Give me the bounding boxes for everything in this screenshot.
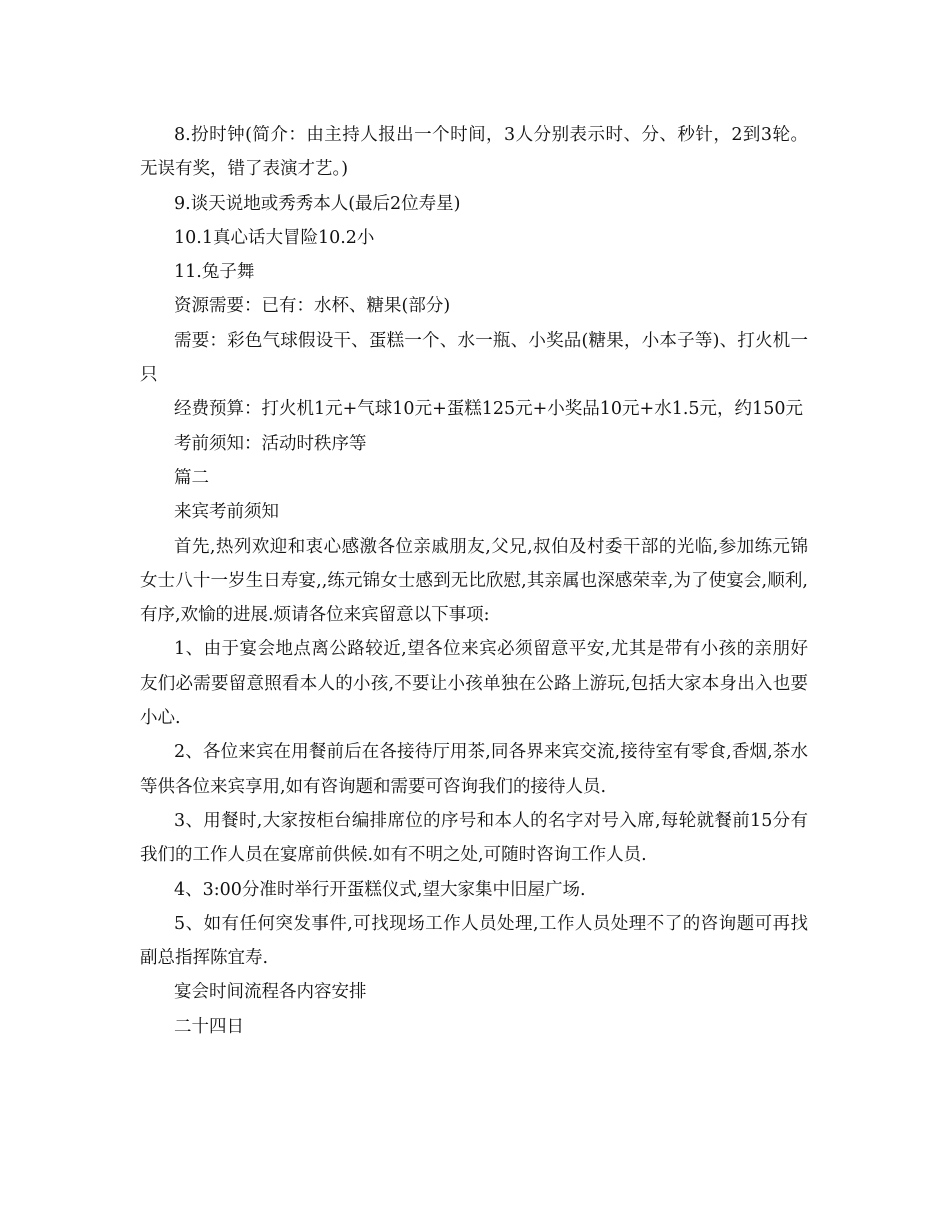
document-body	[140, 118, 808, 1044]
paragraph-truth-or-dare: 10.1真心话大冒险10.2小	[174, 227, 375, 248]
list-item-cake-ceremony: 4、3:00分准时举行开蛋糕仪式,望大家集中旧屋广场.	[174, 879, 586, 900]
paragraph-budget: 经费预算：打火机1元+气球10元+蛋糕125元+小奖品10元+水1.5元，约150元	[174, 399, 803, 420]
paragraph-chat: 9.谈天说地或秀秀本人(最后2位寿星)	[174, 193, 461, 214]
paragraph-bunny-dance: 11.兔子舞	[174, 262, 255, 283]
paragraph-notes: 考前须知：活动时秩序等	[174, 433, 367, 454]
section-heading-guest-notice: 来宾考前须知	[174, 502, 279, 523]
list-item-safety: 1、由于宴会地点离公路较近,望各位来宾必须留意平安,尤其是带有小孩的亲朋好友们必需要留意照看本人的小孩,不要让小孩单独在公路上游玩,包括大家本身出入也要小心.	[140, 639, 808, 729]
section-heading-schedule: 宴会时间流程各内容安排	[174, 982, 367, 1003]
list-item-seating: 3、用餐时,大家按柜台编排席位的序号和本人的名字对号入席,每轮就餐前15分有我们的工作人员在宴席前供候.如有不明之处,可随时咨询工作人员.	[140, 810, 808, 866]
paragraph-welcome: 首先,热列欢迎和衷心感激各位亲戚朋友,父兄,叔伯及村委干部的光临,参加练元锦女士八十一岁生日寿宴,,练元锦女士感到无比欣慰,其亲属也深感荣幸,为了使宴会,顺利,有序,欢愉的进展.烦请各位来宾留意以下事项:	[140, 536, 808, 626]
list-item-tea: 2、各位来宾在用餐前后在各接待厅用茶,同各界来宾交流,接待室有零食,香烟,茶水等供各位来宾享用,如有咨询题和需要可咨询我们的接待人员.	[140, 742, 808, 797]
paragraph-game-clock: 8.扮时钟(简介：由主持人报出一个时间，3人分别表示时、分、秒针，2到3轮。无误有奖，错了表演才艺。)	[140, 125, 808, 180]
paragraph-resources: 资源需要：已有：水杯、糖果(部分)	[174, 296, 451, 317]
paragraph-needs: 需要：彩色气球假设干、蛋糕一个、水一瓶、小奖品(糖果，小本子等)、打火机一只	[140, 330, 808, 386]
list-item-emergency: 5、如有任何突发事件,可找现场工作人员处理,工作人员处理不了的咨询题可再找副总指挥陈宜寿.	[140, 913, 808, 969]
section-heading-part-two: 篇二	[174, 467, 209, 488]
paragraph-date: 二十四日	[174, 1016, 244, 1037]
